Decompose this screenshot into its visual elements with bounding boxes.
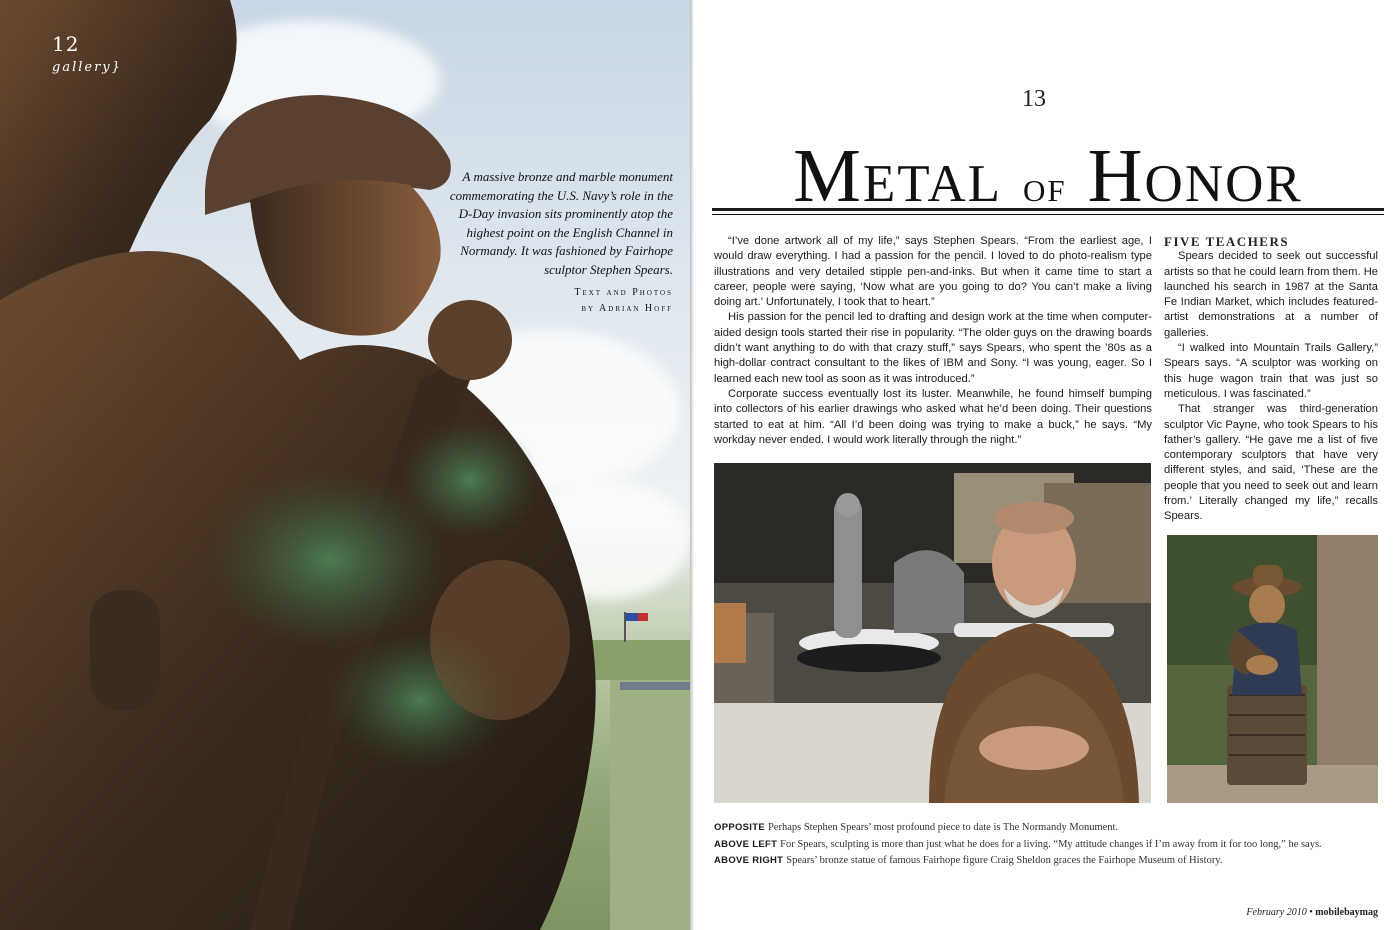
byline-line: Text and Photos bbox=[574, 287, 673, 298]
craig-sheldon-statue-photo bbox=[1167, 535, 1378, 803]
statue-knee bbox=[430, 560, 570, 720]
photo-captions bbox=[714, 820, 1374, 870]
caption-label: ABOVE RIGHT bbox=[714, 855, 784, 866]
statue-illustration bbox=[1167, 535, 1378, 803]
caption-line bbox=[714, 853, 1374, 870]
caption-line bbox=[714, 837, 1374, 854]
caption-line bbox=[714, 820, 1374, 837]
left-page-photo bbox=[0, 0, 690, 930]
sidebar-heading: FIVE TEACHERS bbox=[1164, 234, 1290, 249]
sculptor-studio-photo bbox=[714, 463, 1151, 803]
flag bbox=[626, 613, 638, 621]
headline-word: of bbox=[1023, 162, 1067, 211]
caption-label: OPPOSITE bbox=[714, 822, 765, 833]
soldier-hand bbox=[428, 300, 512, 380]
grass-ground bbox=[610, 680, 690, 930]
caption-text: Perhaps Stephen Spears’ most profound piece to date is The Normandy Monument. bbox=[767, 822, 1119, 833]
page-fold bbox=[690, 0, 694, 930]
studio-illustration bbox=[714, 463, 1151, 803]
flag bbox=[638, 613, 648, 621]
byline bbox=[574, 285, 673, 317]
soldier-face bbox=[250, 180, 441, 336]
body-paragraph: Corporate success eventually lost its luster. Meanwhile, he found himself bumping into collectors of his earlier drawings who asked what he’d been doing. Their questions started to eat at him. “All I’d been doing was trying to make a buck,” he says. “My workday never ended. I would work literally through the night.” bbox=[714, 387, 1152, 446]
caption-label: ABOVE LEFT bbox=[714, 838, 778, 850]
headline-rule bbox=[712, 208, 1384, 211]
headline-rule bbox=[712, 214, 1384, 215]
body-paragraph: His passion for the pencil led to drafting and design work at the time when computer-aided design tools started their rise in popularity. “The older guys on the drawing boards didn’t want anything to do with that crazy stuff,” says Spears, who spent the ’80s as a high-dollar contract consultant to the likes of IBM and Sony. “I was young, eager. So I learned each new tool as soon as it was introduced.” bbox=[714, 311, 1152, 385]
page-number-right: 13 bbox=[1022, 86, 1046, 112]
body-paragraph: “I’ve done artwork all of my life,” says Stephen Spears. “From the earliest age, I would draw everything. I had a passion for the pencil. I loved to do photo-realism type illustrations and very detailed stipple pen-and-inks. But when it came time to start a career, people were saying, ‘Now what are you going to do? You can’t make a living doing art.’ Unfortunately, I took that to heart.” bbox=[714, 235, 1152, 309]
statue-canteen bbox=[90, 590, 160, 710]
sidebar-article-column bbox=[1164, 234, 1378, 525]
body-paragraph: Spears decided to seek out successful artists so that he could learn from them. He launched his search in 1987 at the Santa Fe Indian Market, which includes featured-artist demonstrations at a number of galleries. bbox=[1164, 250, 1378, 339]
page-footer bbox=[1246, 907, 1378, 918]
headline-word: Metal bbox=[793, 134, 1003, 218]
page-number-left: 12 bbox=[52, 32, 80, 56]
parked-cars bbox=[620, 682, 690, 690]
footer-date: February 2010 bbox=[1246, 907, 1307, 918]
body-paragraph: That stranger was third-generation sculptor Vic Payne, who took Spears to his father’s gallery. “He gave me a list of five contemporary sculptors that have very different styles, and said, ‘These are the people that you need to seek out and learn from.’ Literally changed my life,” recalls Spears. bbox=[1164, 403, 1378, 523]
section-label: gallery} bbox=[52, 60, 122, 75]
main-article-column bbox=[714, 234, 1152, 448]
intro-paragraph: A massive bronze and marble monument commemorating the U.S. Navy’s role in the D-Day invasion sits prominently atop the highest point on the English Channel in Normandy. It was fashioned by Fairhope sculptor Stephen Spears. bbox=[449, 169, 673, 277]
patina-patch bbox=[400, 420, 540, 540]
byline-line: by Adrian Hoff bbox=[581, 303, 673, 314]
bronze-soldier-statue bbox=[0, 0, 690, 930]
flag-pole bbox=[624, 612, 626, 642]
footer-site: mobilebaymag bbox=[1315, 907, 1378, 918]
headline-word: Honor bbox=[1087, 134, 1303, 218]
caption-text: Spears’ bronze statue of famous Fairhope figure Craig Sheldon graces the Fairhope Museum of History. bbox=[786, 855, 1223, 866]
footer-separator: • bbox=[1309, 907, 1313, 918]
caption-text: For Spears, sculpting is more than just what he does for a living. “My attitude changes if I’m away from it for too long,” he says. bbox=[780, 838, 1322, 850]
body-paragraph: “I walked into Mountain Trails Gallery,” Spears says. “A sculptor was working on this huge wagon train that was just so meticulous. I was fascinated.” bbox=[1164, 342, 1378, 400]
